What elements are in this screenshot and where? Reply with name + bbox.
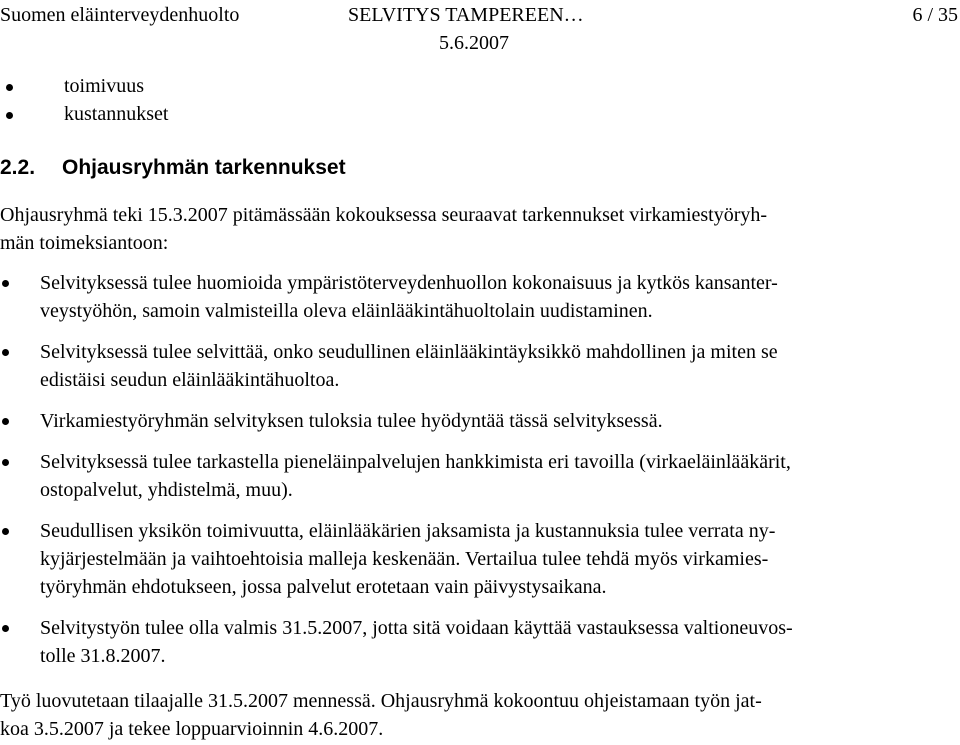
bullet-icon	[2, 418, 9, 425]
list-item-line: Selvitystyön tulee olla valmis 31.5.2007, jotta sitä voidaan käyttää vastauksessa valtioneuvos-	[40, 617, 793, 639]
list-item	[0, 100, 168, 128]
intro-paragraph	[0, 201, 950, 257]
list-item-line: Virkamiestyöryhmän selvityksen tuloksia tulee hyödyntää tässä selvityksessä.	[40, 410, 663, 432]
list-item-line: kyjärjestelmään ja vaihtoehtoisia malleja keskenään. Vertailua tulee tehdä myös virkamies-	[40, 548, 769, 570]
page-header	[0, 3, 960, 63]
list-item	[0, 517, 955, 601]
list-item-line: Selvityksessä tulee huomioida ympäristöterveydenhuollon kokonaisuus ja kytkös kansanter-	[40, 272, 778, 294]
top-bullet-list	[0, 72, 168, 128]
list-item-line: ostopalvelut, yhdistelmä, muu).	[40, 479, 293, 501]
intro-line: Ohjausryhmä teki 15.3.2007 pitämässään kokouksessa seuraavat tarkennukset virkamiestyöryh-	[0, 204, 768, 226]
bullet-icon	[2, 280, 9, 287]
list-item-line: Seudullisen yksikön toimivuutta, eläinlääkärien jaksamista ja kustannuksia tulee verrata ny-	[40, 520, 776, 542]
bullet-icon	[6, 84, 13, 91]
list-item-line: veystyöhön, samoin valmisteilla oleva eläinlääkintähuoltolain uudistaminen.	[40, 300, 653, 322]
bullet-icon	[2, 625, 9, 632]
list-item-line: edistäisi seudun eläinlääkintähuoltoa.	[40, 369, 340, 391]
bullet-icon	[2, 349, 9, 356]
bullet-icon	[6, 112, 13, 119]
closing-line: Työ luovutetaan tilaajalle 31.5.2007 mennessä. Ohjausryhmä kokoontuu ohjeistamaan työn jat-	[0, 690, 762, 712]
list-item-line: tolle 31.8.2007.	[40, 645, 166, 667]
list-item-line: Selvityksessä tulee selvittää, onko seudullinen eläinlääkintäyksikkö mahdollinen ja miten se	[40, 341, 778, 363]
header-date: 5.6.2007	[439, 32, 509, 54]
section-title: Ohjausryhmän tarkennukset	[62, 156, 346, 179]
list-item	[0, 448, 955, 504]
list-item-line: työryhmän ehdotukseen, jossa palvelut erotetaan vain päivystysaikana.	[40, 576, 607, 598]
section-heading	[0, 154, 346, 182]
bullet-icon	[2, 528, 9, 535]
list-item-text: kustannukset	[64, 103, 169, 125]
closing-paragraph	[0, 687, 950, 743]
list-item-text: toimivuus	[64, 75, 145, 97]
list-item	[0, 72, 168, 100]
page-number: 6 / 35	[912, 4, 958, 26]
list-item-line: Selvityksessä tulee tarkastella pieneläinpalvelujen hankkimista eri tavoilla (virkaeläinlääkärit,	[40, 451, 791, 473]
bullet-icon	[2, 459, 9, 466]
list-item	[0, 269, 955, 325]
list-item	[0, 407, 955, 435]
closing-line: koa 3.5.2007 ja tekee loppuarvioinnin 4.6.2007.	[0, 718, 384, 740]
intro-line: män toimeksiantoon:	[0, 232, 169, 254]
section-number: 2.2.	[0, 156, 36, 179]
list-item	[0, 614, 955, 670]
list-item	[0, 338, 955, 394]
refinement-bullet-list	[0, 269, 955, 670]
header-organization: Suomen eläinterveydenhuolto	[0, 4, 240, 26]
header-title: SELVITYS TAMPEREEN…	[348, 4, 584, 26]
